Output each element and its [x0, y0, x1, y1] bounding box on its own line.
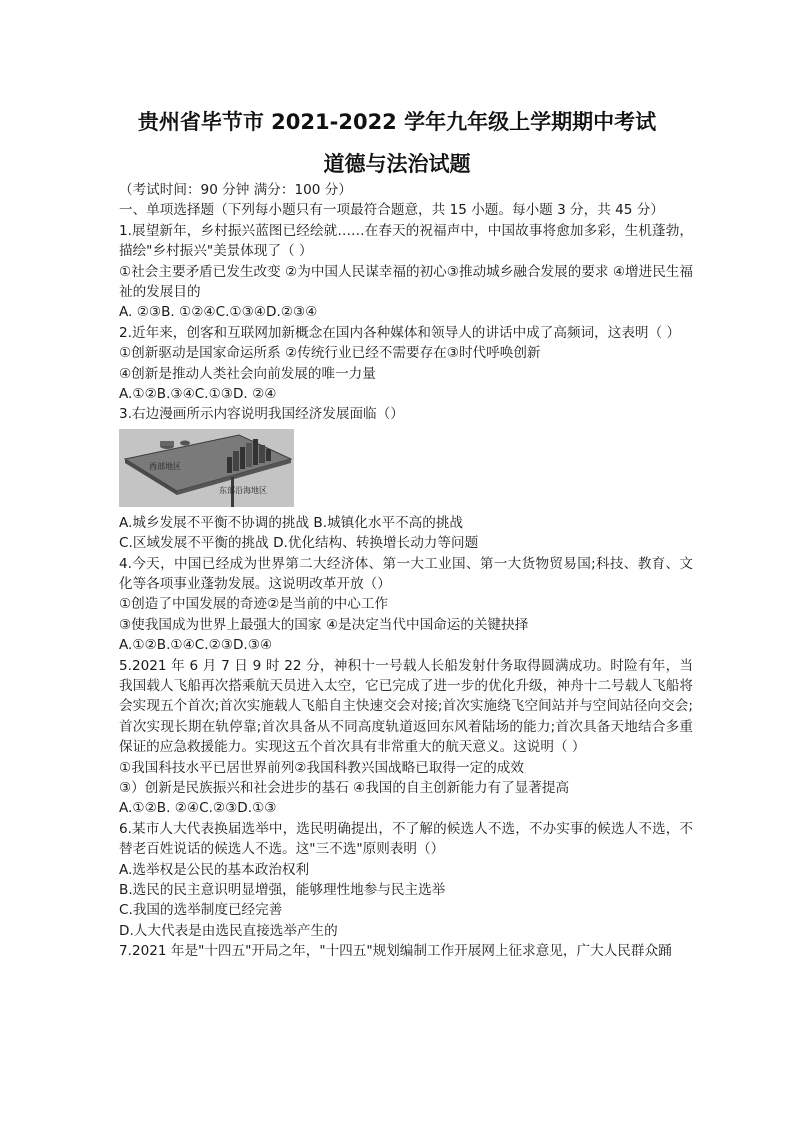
question-3-stem: 3.右边漫画所示内容说明我国经济发展面临（） — [119, 406, 404, 423]
question-7-stem: 7.2021 年是"十四五"开局之年，"十四五"规划编制工作开展网上征求意见，广大人民群众踊 — [119, 943, 672, 960]
cartoon-image — [119, 429, 294, 507]
question-2-stem: 2.近年来，创客和互联网加新概念在国内各种媒体和领导人的讲话中成了高频词，这表明（ ） — [119, 324, 681, 341]
question-5-stem: 5.2021 年 6 月 7 日 9 时 22 分，神积十一号载人长船发射什务取得圆满成功。时险有年，当我国载人飞船再次搭乘航天员进入太空，它已完成了进一步的优化升级，神舟十二号载人飞船将会实现五个首次;首次实施载人飞船自主快速交会对接;首次实施绕飞空间站并与空间站径向交会;首次实现长期在轨停靠;首次具备从不同高度轨道返回东风着陆场的能力;首次具备天地结合多重保证的应急救援能力。实现这五个首次具有非常重大的航天意义。这说明（ ） — [119, 657, 693, 756]
question-5-options-1: ①我国科技水平已居世界前列②我国科教兴国战略已取得一定的成效 — [119, 759, 524, 776]
question-6-option-c: C.我国的选举制度已经完善 — [119, 902, 283, 919]
question-5-options-2: ③）创新是民族振兴和社会进步的基石 ④我国的自主创新能力有了显著提高 — [119, 779, 570, 796]
exam-info: （考试时间：90 分钟 满分：100 分） — [119, 182, 352, 198]
figure-label-east: 东部沿海地区 — [219, 485, 267, 495]
figure-label-west: 西部地区 — [149, 461, 181, 471]
exam-body — [119, 180, 693, 962]
question-3-options-1: A.城乡发展不平衡不协调的挑战 B.城镇化水平不高的挑战 — [119, 514, 464, 531]
exam-subtitle: 道德与法治试题 — [323, 152, 471, 176]
question-4-stem: 4.今天，中国已经成为世界第二大经济体、第一大工业国、第一大货物贸易国;科技、教育、文化等各项事业蓬勃发展。这说明改革开放（） — [119, 555, 693, 592]
question-3-options-2: C.区域发展不平衡的挑战 D.优化结构、转换增长动力等问题 — [119, 535, 479, 552]
question-1-options: ①社会主要矛盾已发生改变 ②为中国人民谋幸福的初心③推动城乡融合发展的要求 ④增进民生福祉的发展目的 — [119, 263, 693, 300]
question-5-answers: A.①②B. ②④C.②③D.①③ — [119, 800, 277, 817]
cartoon-illustration — [119, 429, 294, 507]
question-1-answers: A. ②③B. ①②④C.①③④D.②③④ — [119, 304, 318, 321]
exam-title: 贵州省毕节市 2021-2022 学年九年级上学期期中考试 — [137, 110, 657, 134]
question-6-stem: 6.某市人大代表换届选举中，选民明确提出，不了解的候选人不选，不办实事的候选人不选，不替老百姓说话的候选人不选。这"三不选"原则表明（） — [119, 820, 693, 858]
question-6-option-a: A.选举权是公民的基本政治权利 — [119, 861, 310, 878]
question-2-options-1: ①创新驱动是国家命运所系 ②传统行业已经不需要存在③时代呼唤创新 — [119, 345, 541, 362]
question-4-options-2: ③使我国成为世界上最强大的国家 ④是决定当代中国命运的关键抉择 — [119, 616, 529, 633]
question-1-stem: 1.展望新年，乡村振兴蓝图已经绘就……在春天的祝福声中，中国故事将愈加多彩，生机蓬勃，描绘"乡村振兴"美景体现了（ ） — [119, 222, 693, 260]
section-heading: 一、单项选择题（下列每小题只有一项最符合题意，共 15 小题。每小题 3 分，共 45 分） — [119, 202, 664, 219]
question-2-answers: A.①②B.③④C.①③D. ②④ — [119, 385, 277, 402]
question-2-options-2: ④创新是推动人类社会向前发展的唯一力量 — [119, 365, 376, 382]
question-4-answers: A.①②B.①④C.②③D.③④ — [119, 637, 273, 654]
question-6-option-b: B.选民的民主意识明显增强，能够理性地参与民主选举 — [119, 881, 446, 898]
question-4-options-1: ①创造了中国发展的奇迹②是当前的中心工作 — [119, 596, 389, 613]
question-6-option-d: D.人大代表是由选民直接选举产生的 — [119, 922, 338, 939]
